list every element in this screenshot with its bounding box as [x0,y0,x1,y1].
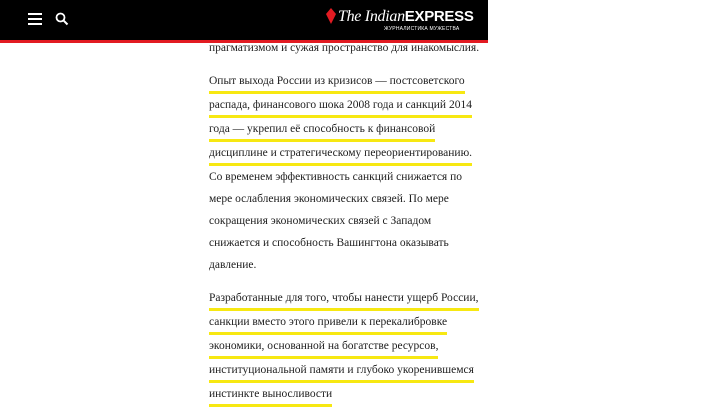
highlighted-line: Опыт выхода России из кризисов — постсоветского [209,73,465,94]
logo-text-italic: The Indian [338,8,405,25]
text-line: сокращения экономических связей с Западом [209,215,432,227]
text-line: снижается и способность Вашингтона оказывать [209,237,449,249]
article-paragraph-cut [209,37,479,59]
logo-wordmark [338,8,474,25]
highlighted-line: года — укрепил её способность к финансовой [209,121,435,142]
highlighted-line: институциональной памяти и глубоко укоренившемся [209,362,474,383]
logo-text-bold: EXPRESS [404,8,474,25]
logo-mark-icon [326,8,336,24]
text-line: Со временем эффективность санкций снижается по [209,171,462,183]
highlighted-line: санкции вместо этого привели к перекалибровке [209,314,447,335]
search-icon[interactable] [55,12,69,26]
hamburger-menu-icon[interactable] [28,13,42,25]
highlighted-line: Разработанные для того, чтобы нанести ущерб России, [209,290,479,311]
site-logo[interactable] [326,7,474,37]
highlighted-line: экономики, основанной на богатстве ресурсов, [209,338,438,359]
article-paragraph-2 [209,166,479,276]
text-line: мере ослабления экономических связей. По мере [209,193,449,205]
article-body [209,40,479,407]
highlighted-line: распада, финансового шока 2008 года и санкций 2014 [209,97,472,118]
article-paragraph-highlighted-2 [209,287,479,407]
highlighted-line: инстинкте выносливости [209,386,332,407]
article-paragraph-highlighted-1 [209,70,479,166]
highlighted-line: дисциплине и стратегическому переориентированию. [209,145,472,166]
logo-tagline: ЖУРНАЛИСТИКА МУЖЕСТВА [384,26,460,32]
text-line: прагматизмом и сужая пространство для инакомыслия. [209,42,480,54]
text-line: давление. [209,259,257,271]
top-navigation-bar [0,0,488,40]
